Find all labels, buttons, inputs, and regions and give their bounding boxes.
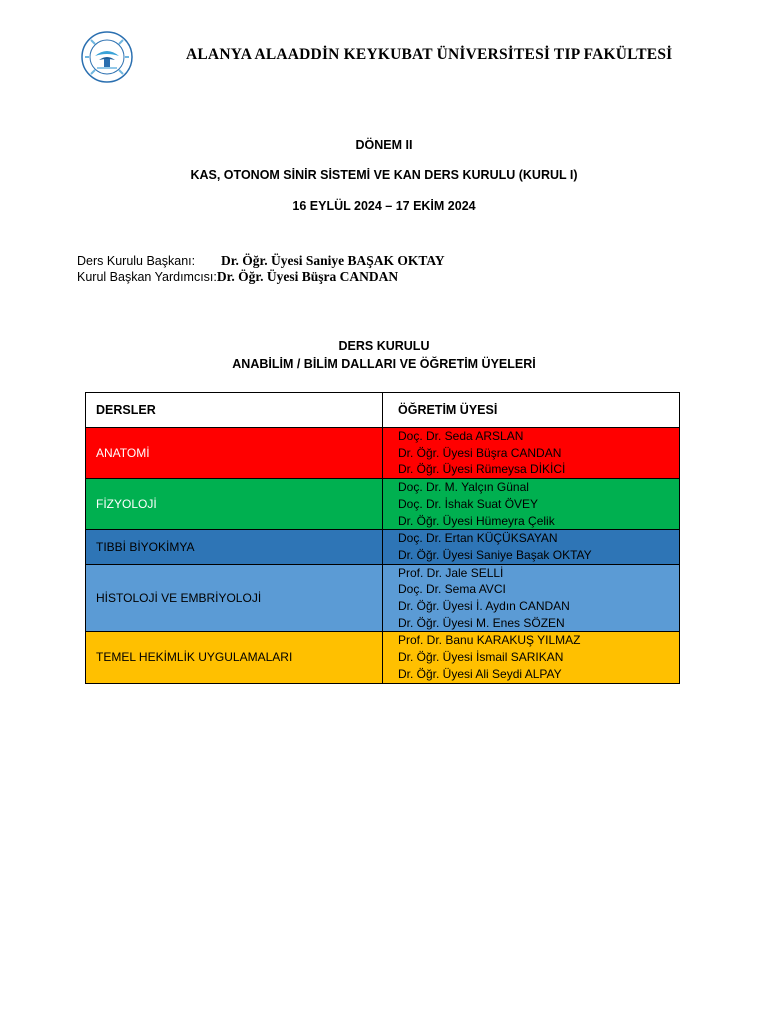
committee-title: KAS, OTONOM SİNİR SİSTEMİ VE KAN DERS KURULU (KURUL I) (190, 168, 578, 182)
subject-name: FİZYOLOJİ (96, 497, 157, 512)
table-row (86, 530, 680, 564)
lecturer-name: Doç. Dr. Ertan KÜÇÜKSAYAN (398, 531, 558, 546)
chair-row (77, 253, 445, 269)
lecturers-cell (383, 479, 680, 530)
lecturer-name: Doç. Dr. M. Yalçın Günal (398, 480, 529, 495)
lecturer-name: Dr. Öğr. Üyesi Büşra CANDAN (398, 445, 562, 460)
university-title: ALANYA ALAADDİN KEYKUBAT ÜNİVERSİTESİ TIP FAKÜLTESİ (186, 46, 673, 63)
lecturer-name: Prof. Dr. Jale SELLİ (398, 565, 504, 580)
lecturers-header: ÖĞRETİM ÜYESİ (383, 393, 680, 428)
table-header-row (86, 393, 680, 428)
lecturers-cell (383, 632, 680, 683)
chair-name: Dr. Öğr. Üyesi Saniye BAŞAK OKTAY (221, 253, 445, 268)
lecturer-name: Dr. Öğr. Üyesi Ali Seydi ALPAY (398, 666, 562, 681)
table-row (86, 632, 680, 683)
curriculum-table (85, 392, 680, 684)
lecturers-cell (383, 564, 680, 632)
subject-cell (86, 564, 383, 632)
vice-chair-label: Kurul Başkan Yardımcısı: (77, 270, 217, 284)
subject-name: ANATOMİ (96, 446, 150, 461)
term-title: DÖNEM II (355, 138, 413, 152)
lecturer-name: Dr. Öğr. Üyesi Hümeyra Çelik (398, 513, 555, 528)
lecturers-cell (383, 428, 680, 479)
subject-cell (86, 479, 383, 530)
table-row (86, 564, 680, 632)
lecturer-name: Doç. Dr. Sema AVCI (398, 582, 506, 597)
committee-roles (77, 253, 445, 285)
lecturers-cell (383, 530, 680, 564)
committee-dates: 16 EYLÜL 2024 – 17 EKİM 2024 (292, 199, 476, 213)
table-body (86, 428, 680, 684)
table-row (86, 479, 680, 530)
university-logo-icon (77, 30, 137, 84)
subject-name: TEMEL HEKİMLİK UYGULAMALARI (96, 650, 293, 665)
lecturer-name: Dr. Öğr. Üyesi İsmail SARIKAN (398, 650, 564, 665)
lecturer-name: Doç. Dr. İshak Suat ÖVEY (398, 496, 539, 511)
chair-label: Ders Kurulu Başkanı: (77, 254, 196, 268)
section-title: DERS KURULU (338, 339, 430, 353)
subject-cell (86, 428, 383, 479)
lecturer-name: Dr. Öğr. Üyesi İ. Aydın CANDAN (398, 599, 570, 614)
subject-cell (86, 530, 383, 564)
lecturer-name: Dr. Öğr. Üyesi M. Enes SÖZEN (398, 615, 565, 630)
lecturer-name: Prof. Dr. Banu KARAKUŞ YILMAZ (398, 633, 581, 648)
lecturer-name: Dr. Öğr. Üyesi Saniye Başak OKTAY (398, 547, 592, 562)
table-row (86, 428, 680, 479)
vice-chair-name: Dr. Öğr. Üyesi Büşra CANDAN (216, 269, 399, 284)
subjects-header: DERSLER (86, 393, 383, 428)
subject-cell (86, 632, 383, 683)
subject-name: TIBBİ BİYOKİMYA (96, 539, 195, 554)
section-subtitle: ANABİLİM / BİLİM DALLARI VE ÖĞRETİM ÜYELERİ (232, 357, 536, 371)
subject-name: HİSTOLOJİ VE EMBRİYOLOJİ (96, 591, 262, 606)
lecturer-name: Doç. Dr. Seda ARSLAN (398, 429, 524, 443)
vice-chair-row (77, 269, 445, 285)
lecturer-name: Dr. Öğr. Üyesi Rümeysa DİKİCİ (398, 462, 566, 477)
